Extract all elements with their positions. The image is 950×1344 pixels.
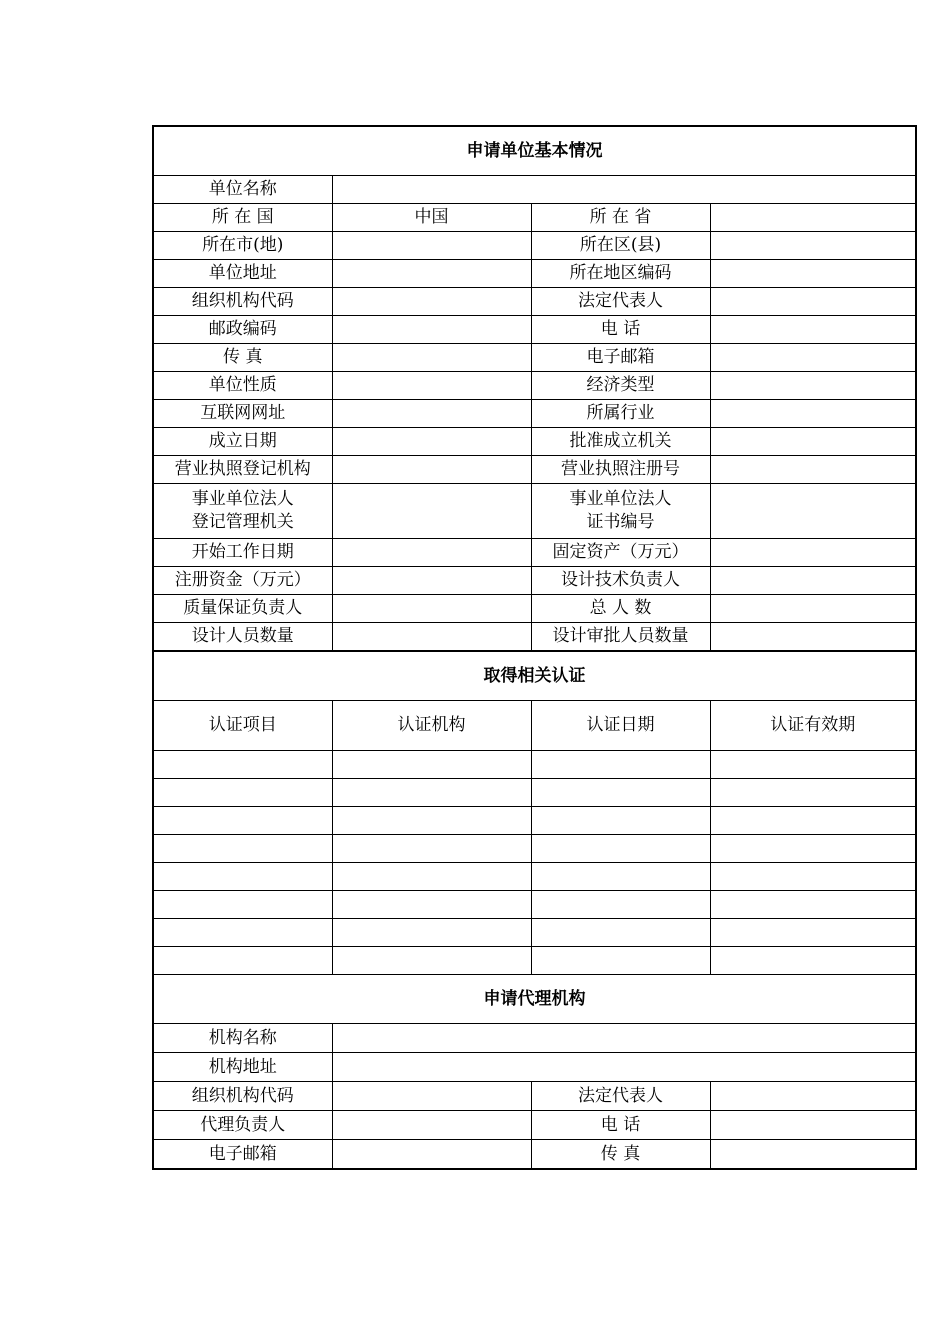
field-value[interactable]	[332, 456, 531, 484]
agency-name-field[interactable]	[332, 1024, 916, 1053]
field-value[interactable]	[710, 204, 916, 232]
field-value[interactable]	[710, 567, 916, 595]
form-row	[153, 1140, 916, 1170]
field-value[interactable]	[332, 260, 531, 288]
field-label: 所属行业	[531, 400, 710, 428]
cert-row	[153, 947, 916, 975]
cert-cell[interactable]	[710, 863, 916, 891]
form-row	[153, 260, 916, 288]
field-label: 电 话	[531, 1111, 710, 1140]
field-label: 设计人员数量	[153, 623, 332, 652]
field-label: 所在地区编码	[531, 260, 710, 288]
field-label: 注册资金（万元）	[153, 567, 332, 595]
col-header-cert-date: 认证日期	[531, 701, 710, 751]
field-value[interactable]	[710, 1140, 916, 1170]
field-label: 组织机构代码	[153, 288, 332, 316]
col-header-cert-validity: 认证有效期	[710, 701, 916, 751]
form-row	[153, 456, 916, 484]
cert-cell[interactable]	[332, 863, 531, 891]
field-value[interactable]	[332, 567, 531, 595]
cert-cell[interactable]	[332, 947, 531, 975]
field-value[interactable]	[710, 400, 916, 428]
cert-cell[interactable]	[531, 779, 710, 807]
legal-cert-number-label: 事业单位法人 证书编号	[531, 484, 710, 539]
field-label: 法定代表人	[531, 1082, 710, 1111]
cert-cell[interactable]	[332, 751, 531, 779]
field-label: 营业执照注册号	[531, 456, 710, 484]
field-label: 传 真	[153, 344, 332, 372]
field-label: 传 真	[531, 1140, 710, 1170]
form-row	[153, 400, 916, 428]
field-value[interactable]	[710, 456, 916, 484]
cert-cell[interactable]	[710, 779, 916, 807]
cert-cell[interactable]	[710, 947, 916, 975]
field-label: 互联网网址	[153, 400, 332, 428]
form-row	[153, 623, 916, 652]
field-label: 邮政编码	[153, 316, 332, 344]
application-form-table	[152, 125, 917, 1170]
col-header-cert-item: 认证项目	[153, 701, 332, 751]
cert-cell[interactable]	[153, 863, 332, 891]
field-label: 所 在 国	[153, 204, 332, 232]
field-value[interactable]	[332, 623, 531, 652]
col-header-cert-org: 认证机构	[332, 701, 531, 751]
field-value[interactable]	[332, 400, 531, 428]
cert-cell[interactable]	[153, 919, 332, 947]
field-label: 电子邮箱	[153, 1140, 332, 1170]
field-label: 所在市(地)	[153, 232, 332, 260]
field-value[interactable]	[332, 595, 531, 623]
cert-cell[interactable]	[332, 835, 531, 863]
field-label: 电 话	[531, 316, 710, 344]
form-row	[153, 428, 916, 456]
cert-cell[interactable]	[153, 807, 332, 835]
legal-reg-authority-field[interactable]	[332, 484, 531, 539]
field-label: 单位地址	[153, 260, 332, 288]
field-label: 电子邮箱	[531, 344, 710, 372]
cert-cell[interactable]	[710, 919, 916, 947]
field-label: 法定代表人	[531, 288, 710, 316]
field-label: 批准成立机关	[531, 428, 710, 456]
field-value[interactable]	[710, 232, 916, 260]
agency-address-label: 机构地址	[153, 1053, 332, 1082]
legal-cert-number-field[interactable]	[710, 484, 916, 539]
field-label: 设计技术负责人	[531, 567, 710, 595]
cert-cell[interactable]	[332, 807, 531, 835]
field-label: 固定资产（万元）	[531, 539, 710, 567]
field-value[interactable]	[332, 372, 531, 400]
field-value[interactable]	[332, 1082, 531, 1111]
field-value[interactable]	[710, 539, 916, 567]
cert-row	[153, 779, 916, 807]
cert-cell[interactable]	[332, 919, 531, 947]
field-value[interactable]	[332, 1140, 531, 1170]
unit-name-field[interactable]	[332, 176, 916, 204]
cert-cell[interactable]	[153, 891, 332, 919]
cert-cell[interactable]	[531, 891, 710, 919]
cert-cell[interactable]	[153, 947, 332, 975]
form-row	[153, 567, 916, 595]
form-row	[153, 595, 916, 623]
field-label: 单位性质	[153, 372, 332, 400]
agency-address-field[interactable]	[332, 1053, 916, 1082]
form-row	[153, 232, 916, 260]
section-title-agency: 申请代理机构	[153, 975, 916, 1024]
field-label: 所 在 省	[531, 204, 710, 232]
field-value[interactable]	[332, 316, 531, 344]
field-label: 经济类型	[531, 372, 710, 400]
form-row	[153, 316, 916, 344]
section-title-certification: 取得相关认证	[153, 651, 916, 701]
field-value[interactable]	[710, 288, 916, 316]
field-value[interactable]	[332, 1111, 531, 1140]
cert-row	[153, 835, 916, 863]
field-label: 总 人 数	[531, 595, 710, 623]
field-value[interactable]	[710, 316, 916, 344]
cert-cell[interactable]	[531, 751, 710, 779]
legal-reg-authority-label: 事业单位法人 登记管理机关	[153, 484, 332, 539]
form-row	[153, 204, 916, 232]
field-label: 成立日期	[153, 428, 332, 456]
unit-name-label: 单位名称	[153, 176, 332, 204]
field-label: 代理负责人	[153, 1111, 332, 1140]
field-value[interactable]	[332, 539, 531, 567]
field-value[interactable]	[332, 232, 531, 260]
section-title-applicant: 申请单位基本情况	[153, 126, 916, 176]
form-row	[153, 288, 916, 316]
field-label: 开始工作日期	[153, 539, 332, 567]
field-value[interactable]	[332, 428, 531, 456]
form-row	[153, 1111, 916, 1140]
cert-cell[interactable]	[710, 835, 916, 863]
field-value[interactable]	[332, 288, 531, 316]
cert-cell[interactable]	[153, 751, 332, 779]
form-row	[153, 539, 916, 567]
cert-cell[interactable]	[710, 751, 916, 779]
cert-row	[153, 891, 916, 919]
cert-cell[interactable]	[153, 835, 332, 863]
field-label: 营业执照登记机构	[153, 456, 332, 484]
field-value[interactable]	[710, 595, 916, 623]
cert-row	[153, 751, 916, 779]
form-row	[153, 372, 916, 400]
cert-cell[interactable]	[710, 891, 916, 919]
field-label: 质量保证负责人	[153, 595, 332, 623]
agency-name-label: 机构名称	[153, 1024, 332, 1053]
cert-cell[interactable]	[531, 835, 710, 863]
cert-row	[153, 807, 916, 835]
field-value[interactable]	[710, 260, 916, 288]
cert-cell[interactable]	[710, 807, 916, 835]
cert-cell[interactable]	[531, 807, 710, 835]
cert-cell[interactable]	[531, 863, 710, 891]
cert-cell[interactable]	[332, 891, 531, 919]
field-value[interactable]	[710, 623, 916, 652]
cert-cell[interactable]	[153, 779, 332, 807]
field-value[interactable]	[332, 344, 531, 372]
field-value[interactable]: 中国	[332, 204, 531, 232]
field-value[interactable]	[710, 428, 916, 456]
field-label: 组织机构代码	[153, 1082, 332, 1111]
field-value[interactable]	[710, 372, 916, 400]
form-row	[153, 1082, 916, 1111]
field-value[interactable]	[710, 1111, 916, 1140]
form-row	[153, 344, 916, 372]
field-label: 设计审批人员数量	[531, 623, 710, 652]
cert-row	[153, 863, 916, 891]
cert-cell[interactable]	[531, 919, 710, 947]
cert-cell[interactable]	[332, 779, 531, 807]
cert-row	[153, 919, 916, 947]
cert-cell[interactable]	[531, 947, 710, 975]
field-label: 所在区(县)	[531, 232, 710, 260]
field-value[interactable]	[710, 344, 916, 372]
field-value[interactable]	[710, 1082, 916, 1111]
